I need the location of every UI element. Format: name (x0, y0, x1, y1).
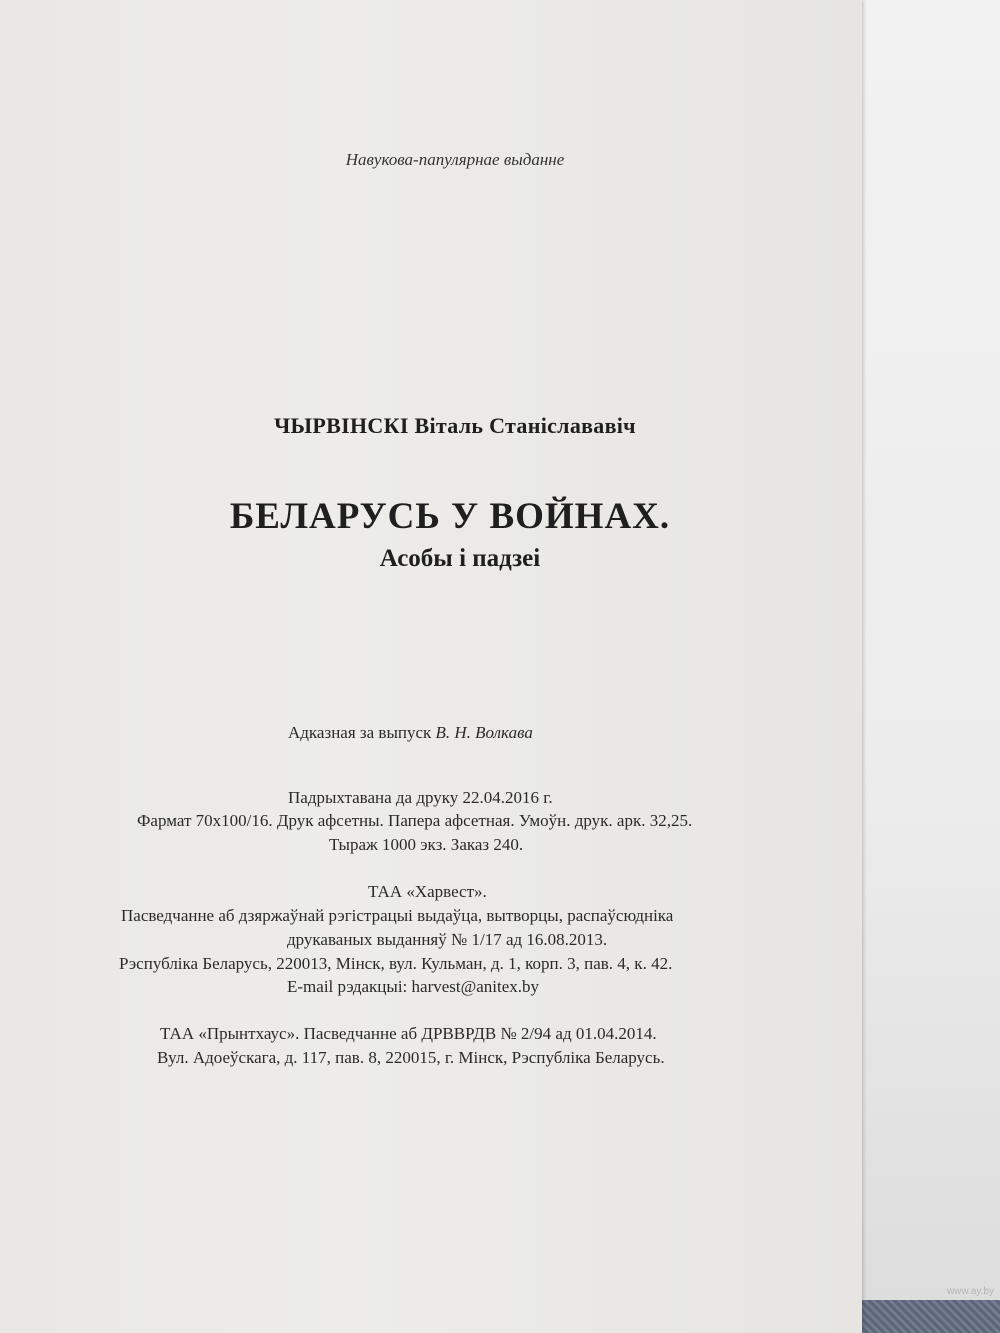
printer-line-1: ТАА «Прынтхаус». Пасведчанне аб ДРВВРДВ № 2/94 ад 01.04.2014. (160, 1024, 657, 1043)
book-title: БЕЛАРУСЬ У ВОЙНАХ. (229, 496, 671, 537)
responsible-name: В. Н. Волкава (435, 723, 533, 742)
book-genre: Навукова-папулярнае выданне (345, 150, 565, 169)
book-subtitle: Асобы і падзеі (379, 545, 541, 572)
publisher-address: Рэспубліка Беларусь, 220013, Мінск, вул. Кульман, д. 1, корп. 3, пав. 4, к. 42. (119, 954, 673, 973)
publisher-name: ТАА «Харвест». (368, 882, 487, 901)
responsible-line (288, 723, 533, 743)
print-run: Тыраж 1000 экз. Заказ 240. (329, 835, 524, 854)
print-format: Фармат 70x100/16. Друк афсетны. Папера афсетная. Умоўн. друк. арк. 32,25. (137, 811, 693, 830)
publisher-email: E-mail рэдакцыі: harvest@anitex.by (287, 977, 540, 996)
registration-line-1: Пасведчанне аб дзяржаўнай рэгістрацыі выдаўца, вытворцы, распаўсюдніка (121, 906, 674, 925)
watermark: www.ay.by (946, 1286, 994, 1297)
registration-line-2: друкаваных выданняў № 1/17 ад 16.08.2013. (287, 930, 608, 949)
responsible-label: Адказная за выпуск (288, 723, 432, 742)
signed-for-print: Падрыхтавана да друку 22.04.2016 г. (288, 788, 553, 807)
background-surface (862, 0, 1000, 1333)
book-author: ЧЫРВІНСКІ Віталь Станіслававіч (274, 413, 636, 438)
printer-line-2: Вул. Адоеўскага, д. 117, пав. 8, 220015, г. Мінск, Рэспубліка Беларусь. (157, 1048, 665, 1067)
